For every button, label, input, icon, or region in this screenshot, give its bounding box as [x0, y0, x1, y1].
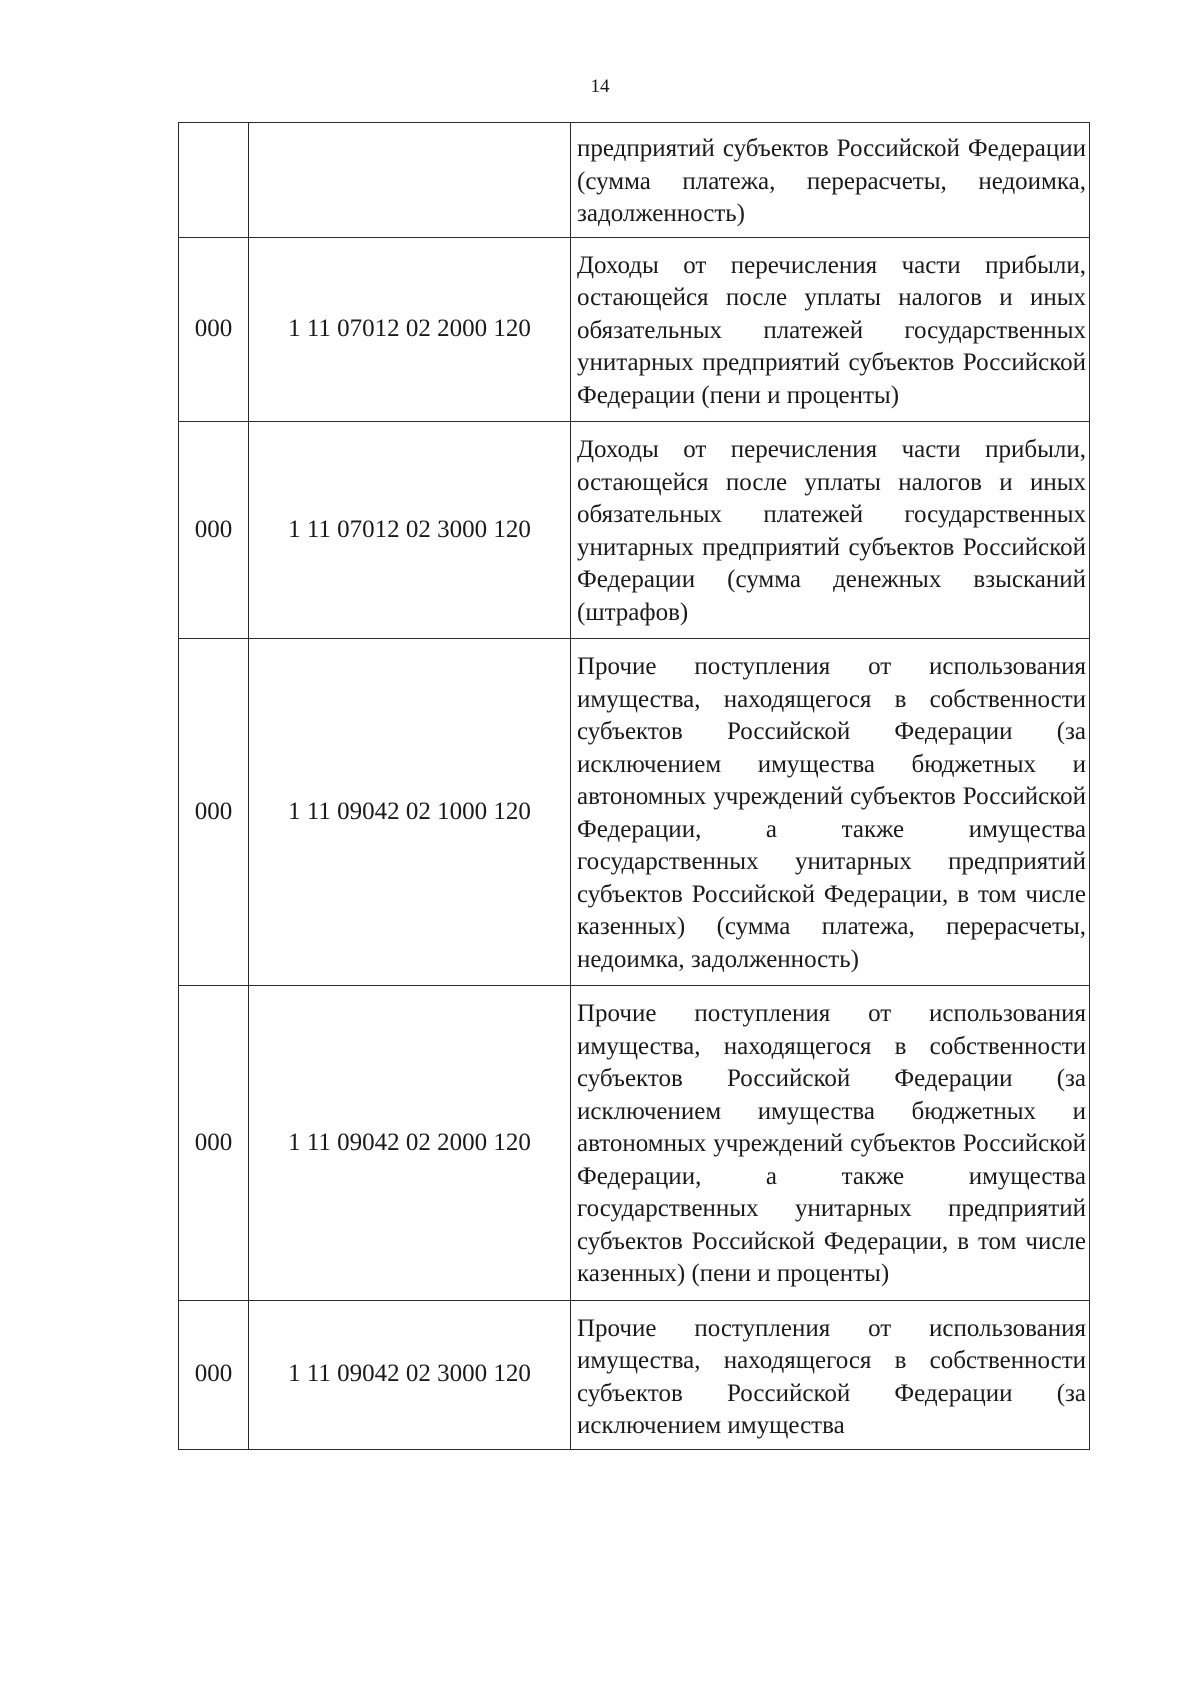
- table-row: [179, 1300, 1090, 1449]
- table-row: [179, 237, 1090, 422]
- revenue-name-cell: Доходы от перечисления части прибыли, остающейся после уплаты налогов и иных обязательных платежей государственных унитарных предприятий субъектов Российской Федерации (сумма денежных взысканий (штрафов): [571, 422, 1090, 639]
- table-row: [179, 986, 1090, 1301]
- revenue-codes-table: [178, 122, 1090, 1450]
- revenue-name-cell: Доходы от перечисления части прибыли, остающейся после уплаты налогов и иных обязательных платежей государственных унитарных предприятий субъектов Российской Федерации (пени и проценты): [571, 237, 1090, 422]
- table-row: [179, 123, 1090, 238]
- admin-code-cell: 000: [179, 237, 249, 422]
- kbk-code-cell: 1 11 07012 02 3000 120: [249, 422, 571, 639]
- revenue-name-cell: Прочие поступления от использования имущества, находящегося в собственности субъектов Российской Федерации (за исключением имущества бюджетных и автономных учреждений субъектов Российской Федерации, а также имущества государственных унитарных предприятий субъектов Российской Федерации, в том числе казенных) (сумма платежа, перерасчеты, недоимка, задолженность): [571, 639, 1090, 986]
- admin-code-cell: 000: [179, 1300, 249, 1449]
- admin-code-cell: [179, 123, 249, 238]
- kbk-code-cell: 1 11 09042 02 3000 120: [249, 1300, 571, 1449]
- kbk-code-cell: 1 11 09042 02 2000 120: [249, 986, 571, 1301]
- table-row: [179, 422, 1090, 639]
- page-number: 14: [590, 76, 610, 97]
- revenue-name-cell: Прочие поступления от использования имущества, находящегося в собственности субъектов Российской Федерации (за исключением имущества бюджетных и автономных учреждений субъектов Российской Федерации, а также имущества государственных унитарных предприятий субъектов Российской Федерации, в том числе казенных) (пени и проценты): [571, 986, 1090, 1301]
- kbk-code-cell: 1 11 07012 02 2000 120: [249, 237, 571, 422]
- kbk-code-cell: 1 11 09042 02 1000 120: [249, 639, 571, 986]
- kbk-code-cell: [249, 123, 571, 238]
- table-row: [179, 639, 1090, 986]
- admin-code-cell: 000: [179, 422, 249, 639]
- revenue-name-cell: предприятий субъектов Российской Федерации (сумма платежа, перерасчеты, недоимка, задолженность): [571, 123, 1090, 238]
- admin-code-cell: 000: [179, 986, 249, 1301]
- admin-code-cell: 000: [179, 639, 249, 986]
- revenue-name-cell: Прочие поступления от использования имущества, находящегося в собственности субъектов Российской Федерации (за исключением имущества: [571, 1300, 1090, 1449]
